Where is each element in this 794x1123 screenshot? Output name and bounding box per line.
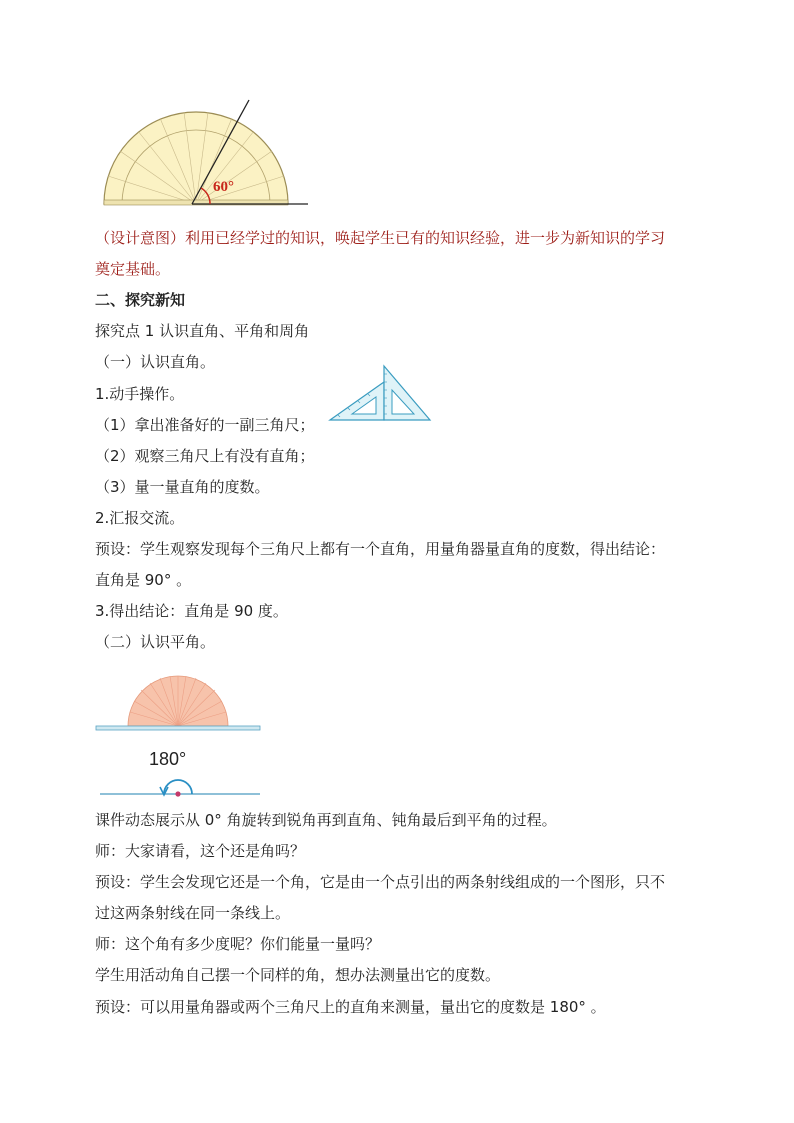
preset-1-line2: 直角是 90° 。 bbox=[95, 571, 192, 589]
protractor-figure bbox=[98, 96, 314, 214]
preset-3: 预设：可以用量角器或两个三角尺上的直角来测量，量出它的度数是 180° 。 bbox=[95, 998, 606, 1016]
angle-label-60: 60° bbox=[213, 179, 234, 195]
step-2: 2.汇报交流。 bbox=[95, 509, 185, 527]
courseware-note: 课件动态展示从 0° 角旋转到锐角再到直角、钝角最后到平角的过程。 bbox=[95, 811, 557, 829]
subsection-straight-angle: （二）认识平角。 bbox=[95, 633, 216, 651]
angle-label-180: 180° bbox=[149, 749, 187, 769]
teacher-question-2: 师：这个角有多少度呢？你们能量一量吗？ bbox=[95, 935, 381, 953]
preset-1-line1: 预设：学生观察发现每个三角尺上都有一个直角，用量角器量直角的度数，得出结论： bbox=[95, 540, 666, 558]
preset-2-line2: 过这两条射线在同一条线上。 bbox=[95, 904, 291, 922]
student-activity: 学生用活动角自己摆一个同样的角，想办法测量出它的度数。 bbox=[95, 966, 501, 984]
step-1-item-2: （2）观察三角尺上有没有直角； bbox=[95, 447, 315, 465]
design-note-line1: （设计意图）利用已经学过的知识，唤起学生已有的知识经验，进一步为新知识的学习 bbox=[95, 229, 666, 247]
section-heading: 二、探究新知 bbox=[95, 291, 186, 309]
step-1-item-1: （1）拿出准备好的一副三角尺； bbox=[95, 416, 315, 434]
set-squares-figure bbox=[326, 362, 432, 424]
teacher-question-1: 师：大家请看，这个还是角吗？ bbox=[95, 842, 306, 860]
step-1-item-3: （3）量一量直角的度数。 bbox=[95, 478, 270, 496]
preset-2-line1: 预设：学生会发现它还是一个角，它是由一个点引出的两条射线组成的一个图形，只不 bbox=[95, 873, 666, 891]
step-1: 1.动手操作。 bbox=[95, 385, 185, 403]
straight-angle-figure bbox=[94, 668, 266, 802]
subsection-right-angle: （一）认识直角。 bbox=[95, 353, 216, 371]
design-note-line2: 奠定基础。 bbox=[95, 260, 171, 278]
step-3: 3.得出结论：直角是 90 度。 bbox=[95, 602, 288, 620]
explore-point-1: 探究点 1 认识直角、平角和周角 bbox=[95, 322, 310, 340]
